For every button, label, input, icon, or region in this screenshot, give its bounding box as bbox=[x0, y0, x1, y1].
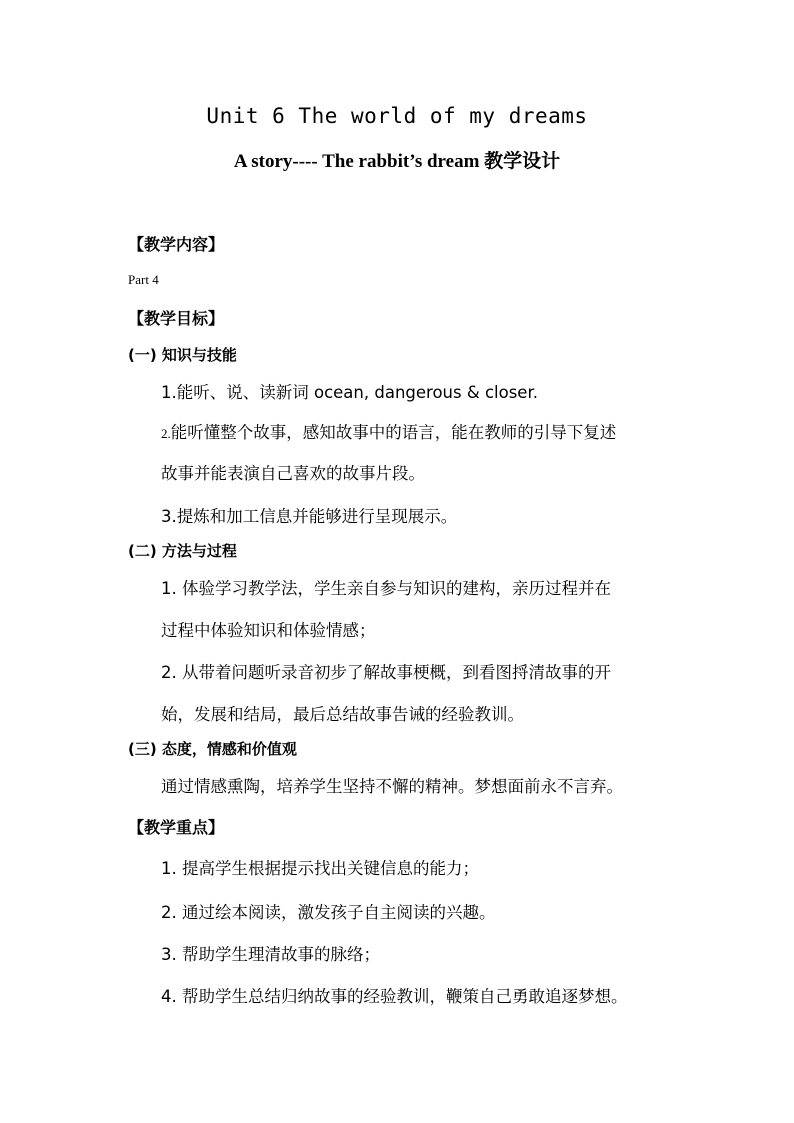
key-point-4: 4. 帮助学生总结归纳故事的经验教训，鞭策自己勇敢追逐梦想。 bbox=[161, 987, 628, 1006]
section-heading-goals: 【教学目标】 bbox=[128, 309, 225, 328]
key-point-2: 2. 通过绘本阅读，激发孩子自主阅读的兴趣。 bbox=[161, 903, 496, 922]
goal-item-2-line-2: 故事并能表演自己喜欢的故事片段。 bbox=[161, 464, 425, 483]
attitude-text: 通过情感熏陶，培养学生坚持不懈的精神。梦想面前永不言弃。 bbox=[161, 777, 623, 796]
subsection-heading-attitude-values: (三) 态度，情感和价值观 bbox=[128, 740, 297, 758]
goal-item-2-line-1 bbox=[161, 419, 616, 443]
subsection-heading-knowledge-skills: (一) 知识与技能 bbox=[128, 346, 237, 364]
key-point-1: 1. 提高学生根据提示找出关键信息的能力； bbox=[161, 859, 479, 878]
goal-item-3: 3.提炼和加工信息并能够进行呈现展示。 bbox=[161, 507, 458, 526]
goal-item-2-text: 能听懂整个故事，感知故事中的语言，能在教师的引导下复述 bbox=[170, 423, 617, 442]
goal-item-2-number: 2. bbox=[161, 426, 171, 441]
method-item-1-line-2: 过程中体验知识和体验情感； bbox=[161, 621, 376, 640]
document-title: Unit 6 The world of my dreams bbox=[206, 104, 588, 128]
subsection-heading-methods-process: (二) 方法与过程 bbox=[128, 542, 237, 560]
method-item-2-line-2: 始，发展和结局，最后总结故事告诫的经验教训。 bbox=[161, 705, 524, 724]
key-point-3: 3. 帮助学生理清故事的脉络； bbox=[161, 945, 380, 964]
content-part-text: Part 4 bbox=[128, 272, 159, 287]
document-subtitle: A story---- The rabbit’s dream 教学设计 bbox=[233, 151, 561, 172]
method-item-2-line-1: 2. 从带着问题听录音初步了解故事梗概，到看图捋清故事的开 bbox=[161, 663, 611, 682]
method-item-1-line-1: 1. 体验学习教学法，学生亲自参与知识的建构，亲历过程并在 bbox=[161, 579, 611, 598]
section-heading-key-points: 【教学重点】 bbox=[128, 818, 225, 837]
goal-item-1: 1.能听、说、读新词 ocean, dangerous & closer. bbox=[161, 383, 538, 402]
section-heading-content: 【教学内容】 bbox=[128, 235, 225, 254]
